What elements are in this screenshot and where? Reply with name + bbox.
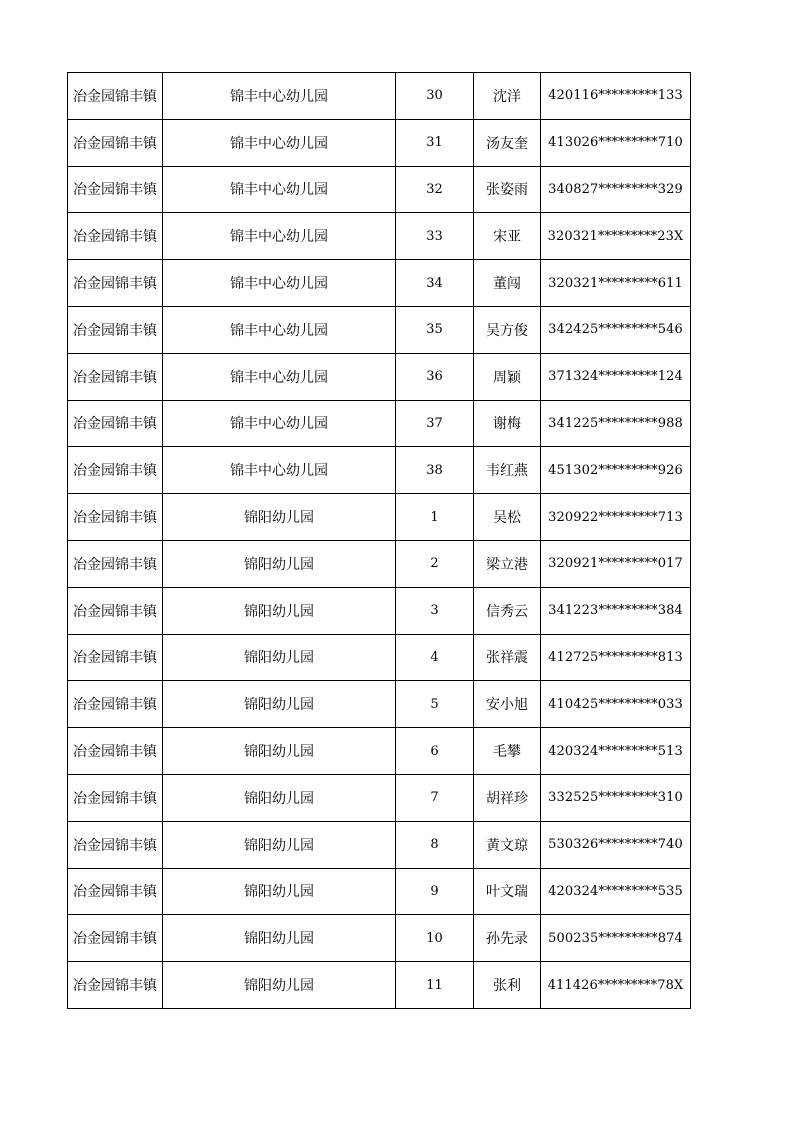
sequence-number-cell: 2 <box>396 540 474 587</box>
person-name-cell: 张利 <box>474 962 541 1009</box>
town-cell: 冶金园锦丰镇 <box>68 400 163 447</box>
town-cell: 冶金园锦丰镇 <box>68 73 163 120</box>
sequence-number-cell: 9 <box>396 868 474 915</box>
kindergarten-cell: 锦阳幼儿园 <box>163 728 396 775</box>
id-number-cell: 411426*********78X <box>541 962 691 1009</box>
town-cell: 冶金园锦丰镇 <box>68 540 163 587</box>
table-row <box>68 447 691 494</box>
table-row <box>68 260 691 307</box>
id-number-cell: 413026*********710 <box>541 119 691 166</box>
kindergarten-cell: 锦阳幼儿园 <box>163 587 396 634</box>
kindergarten-cell: 锦丰中心幼儿园 <box>163 73 396 120</box>
id-number-cell: 500235*********874 <box>541 915 691 962</box>
town-cell: 冶金园锦丰镇 <box>68 306 163 353</box>
person-name-cell: 胡祥珍 <box>474 774 541 821</box>
table-row <box>68 73 691 120</box>
table-row <box>68 915 691 962</box>
id-number-cell: 341223*********384 <box>541 587 691 634</box>
person-name-cell: 宋亚 <box>474 213 541 260</box>
kindergarten-cell: 锦丰中心幼儿园 <box>163 166 396 213</box>
id-number-cell: 340827*********329 <box>541 166 691 213</box>
town-cell: 冶金园锦丰镇 <box>68 821 163 868</box>
kindergarten-cell: 锦阳幼儿园 <box>163 868 396 915</box>
town-cell: 冶金园锦丰镇 <box>68 494 163 541</box>
kindergarten-cell: 锦丰中心幼儿园 <box>163 447 396 494</box>
person-name-cell: 汤友奎 <box>474 119 541 166</box>
id-number-cell: 320922*********713 <box>541 494 691 541</box>
person-name-cell: 张祥震 <box>474 634 541 681</box>
sequence-number-cell: 30 <box>396 73 474 120</box>
town-cell: 冶金园锦丰镇 <box>68 728 163 775</box>
id-number-cell: 412725*********813 <box>541 634 691 681</box>
sequence-number-cell: 1 <box>396 494 474 541</box>
kindergarten-cell: 锦阳幼儿园 <box>163 915 396 962</box>
table-row <box>68 634 691 681</box>
table-row <box>68 540 691 587</box>
sequence-number-cell: 10 <box>396 915 474 962</box>
kindergarten-cell: 锦阳幼儿园 <box>163 540 396 587</box>
table-row <box>68 681 691 728</box>
table-row <box>68 494 691 541</box>
table-row <box>68 400 691 447</box>
person-name-cell: 韦红燕 <box>474 447 541 494</box>
table-row <box>68 119 691 166</box>
kindergarten-cell: 锦丰中心幼儿园 <box>163 353 396 400</box>
id-number-cell: 332525*********310 <box>541 774 691 821</box>
town-cell: 冶金园锦丰镇 <box>68 447 163 494</box>
id-number-cell: 530326*********740 <box>541 821 691 868</box>
id-number-cell: 410425*********033 <box>541 681 691 728</box>
kindergarten-cell: 锦阳幼儿园 <box>163 774 396 821</box>
kindergarten-cell: 锦阳幼儿园 <box>163 494 396 541</box>
sequence-number-cell: 32 <box>396 166 474 213</box>
town-cell: 冶金园锦丰镇 <box>68 353 163 400</box>
town-cell: 冶金园锦丰镇 <box>68 119 163 166</box>
person-name-cell: 安小旭 <box>474 681 541 728</box>
table-row <box>68 306 691 353</box>
id-number-cell: 420324*********513 <box>541 728 691 775</box>
town-cell: 冶金园锦丰镇 <box>68 774 163 821</box>
sequence-number-cell: 4 <box>396 634 474 681</box>
table-row <box>68 587 691 634</box>
person-name-cell: 张姿雨 <box>474 166 541 213</box>
id-number-cell: 371324*********124 <box>541 353 691 400</box>
person-name-cell: 周颖 <box>474 353 541 400</box>
person-name-cell: 毛攀 <box>474 728 541 775</box>
town-cell: 冶金园锦丰镇 <box>68 260 163 307</box>
person-name-cell: 梁立港 <box>474 540 541 587</box>
kindergarten-cell: 锦阳幼儿园 <box>163 681 396 728</box>
town-cell: 冶金园锦丰镇 <box>68 915 163 962</box>
sequence-number-cell: 5 <box>396 681 474 728</box>
id-number-cell: 320321*********23X <box>541 213 691 260</box>
table-row <box>68 166 691 213</box>
id-number-cell: 420324*********535 <box>541 868 691 915</box>
id-number-cell: 320921*********017 <box>541 540 691 587</box>
town-cell: 冶金园锦丰镇 <box>68 587 163 634</box>
town-cell: 冶金园锦丰镇 <box>68 868 163 915</box>
sequence-number-cell: 7 <box>396 774 474 821</box>
person-name-cell: 吴松 <box>474 494 541 541</box>
table-row <box>68 962 691 1009</box>
person-name-cell: 孙先录 <box>474 915 541 962</box>
staff-table <box>67 72 691 1009</box>
person-name-cell: 黄文琼 <box>474 821 541 868</box>
town-cell: 冶金园锦丰镇 <box>68 213 163 260</box>
id-number-cell: 320321*********611 <box>541 260 691 307</box>
person-name-cell: 沈洋 <box>474 73 541 120</box>
table-row <box>68 868 691 915</box>
id-number-cell: 420116*********133 <box>541 73 691 120</box>
kindergarten-cell: 锦丰中心幼儿园 <box>163 306 396 353</box>
person-name-cell: 谢梅 <box>474 400 541 447</box>
town-cell: 冶金园锦丰镇 <box>68 962 163 1009</box>
sequence-number-cell: 6 <box>396 728 474 775</box>
table-row <box>68 821 691 868</box>
town-cell: 冶金园锦丰镇 <box>68 634 163 681</box>
person-name-cell: 吴方俊 <box>474 306 541 353</box>
table-row <box>68 213 691 260</box>
town-cell: 冶金园锦丰镇 <box>68 166 163 213</box>
id-number-cell: 342425*********546 <box>541 306 691 353</box>
kindergarten-cell: 锦丰中心幼儿园 <box>163 400 396 447</box>
kindergarten-cell: 锦阳幼儿园 <box>163 962 396 1009</box>
id-number-cell: 341225*********988 <box>541 400 691 447</box>
town-cell: 冶金园锦丰镇 <box>68 681 163 728</box>
kindergarten-cell: 锦丰中心幼儿园 <box>163 119 396 166</box>
person-name-cell: 叶文瑞 <box>474 868 541 915</box>
person-name-cell: 董闯 <box>474 260 541 307</box>
kindergarten-cell: 锦丰中心幼儿园 <box>163 260 396 307</box>
sequence-number-cell: 3 <box>396 587 474 634</box>
id-number-cell: 451302*********926 <box>541 447 691 494</box>
sequence-number-cell: 38 <box>396 447 474 494</box>
sequence-number-cell: 34 <box>396 260 474 307</box>
table-row <box>68 774 691 821</box>
kindergarten-cell: 锦阳幼儿园 <box>163 634 396 681</box>
table-row <box>68 728 691 775</box>
sequence-number-cell: 11 <box>396 962 474 1009</box>
staff-table-body <box>68 73 691 1009</box>
sequence-number-cell: 31 <box>396 119 474 166</box>
sequence-number-cell: 8 <box>396 821 474 868</box>
sequence-number-cell: 37 <box>396 400 474 447</box>
person-name-cell: 信秀云 <box>474 587 541 634</box>
kindergarten-cell: 锦阳幼儿园 <box>163 821 396 868</box>
sequence-number-cell: 36 <box>396 353 474 400</box>
sequence-number-cell: 35 <box>396 306 474 353</box>
kindergarten-cell: 锦丰中心幼儿园 <box>163 213 396 260</box>
sequence-number-cell: 33 <box>396 213 474 260</box>
table-row <box>68 353 691 400</box>
